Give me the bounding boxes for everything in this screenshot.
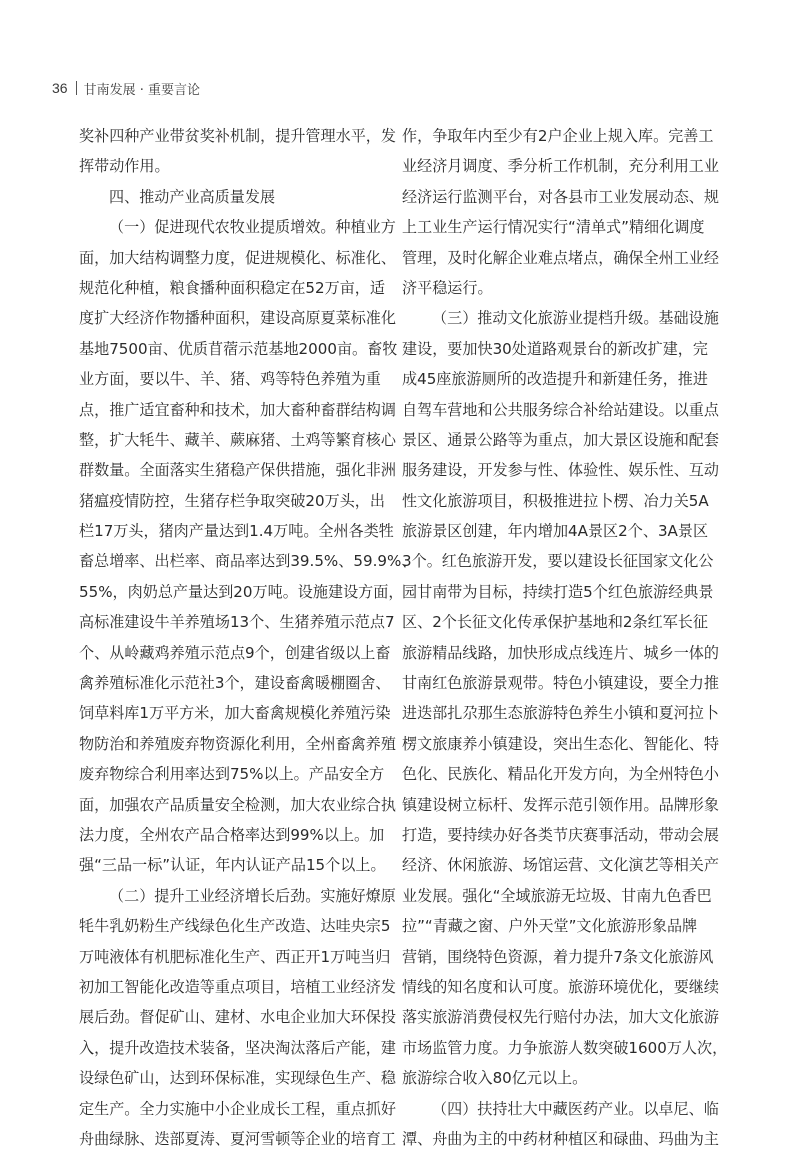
text-line: 性文化旅游项目，积极推进拉卜楞、冶力关5A	[402, 491, 709, 510]
text-line: 经济运行监测平台，对各县市工业发展动态、规	[402, 187, 719, 206]
text-line: 建设，要加快30处道路观景台的新改扩建，完	[402, 339, 708, 358]
text-line: （四）扶持壮大中藏医药产业。以卓尼、临	[432, 1099, 719, 1118]
text-line: 业发展。强化“全域旅游无垃圾、甘南九色香巴	[402, 886, 712, 905]
text-line: 园甘南带为目标，持续打造5个红色旅游经典景	[402, 582, 714, 601]
text-line: 面，加大结构调整力度，促进规模化、标准化、	[79, 248, 396, 267]
text-line: 业经济月调度、季分析工作机制，充分利用工业	[402, 157, 719, 176]
text-line: 潭、舟曲为主的中药材种植区和碌曲、玛曲为主	[402, 1129, 719, 1148]
header-divider	[76, 81, 77, 95]
text-line: 展后劲。督促矿山、建材、水电企业加大环保投	[79, 1008, 396, 1027]
text-line: 个、从岭藏鸡养殖示范点9个，创建省级以上畜	[79, 643, 391, 662]
text-line: 成45座旅游厕所的改造提升和新建任务，推进	[402, 370, 708, 389]
text-line: 禽养殖标准化示范社3个，建设畜禽暖棚圈舍、	[79, 674, 391, 693]
page-number: 36	[52, 80, 68, 96]
text-line: 进迭部扎尕那生态旅游特色养生小镇和夏河拉卜	[402, 704, 719, 723]
text-line: 经济、休闲旅游、场馆运营、文化演艺等相关产	[402, 856, 719, 875]
text-line: 作，争取年内至少有2户企业上规入库。完善工	[402, 127, 714, 145]
text-line: 整，扩大牦牛、藏羊、蕨麻猪、土鸡等繁育核心	[79, 430, 396, 449]
text-line: 旅游综合收入80亿元以上。	[402, 1069, 588, 1088]
text-line: 四、推动产业高质量发展	[109, 187, 276, 206]
text-line: 栏17万头，猪肉产量达到1.4万吨。全州各类牲	[79, 522, 394, 541]
text-line: 废弃物综合利用率达到75%以上。产品安全方	[79, 765, 385, 784]
text-line: 甘南红色旅游景观带。特色小镇建设，要全力推	[402, 674, 719, 693]
text-line: 入，提升改造技术装备，坚决淘汰落后产能，建	[79, 1038, 396, 1057]
text-line: 物防治和养殖废弃物资源化利用，全州畜禽养殖	[79, 734, 396, 753]
text-line: 管理，及时化解企业难点堵点，确保全州工业经	[402, 248, 719, 267]
text-line: 规范化种植，粮食播种面积稳定在52万亩，适	[79, 278, 385, 297]
running-header	[52, 78, 200, 98]
text-line: 奖补四种产业带贫奖补机制，提升管理水平，发	[79, 127, 396, 145]
running-title: 甘南发展 · 重要言论	[83, 82, 200, 98]
text-line: 自驾车营地和公共服务综合补给站建设。以重点	[402, 400, 719, 419]
text-line: 营销，围绕特色资源，着力提升7条文化旅游风	[402, 947, 714, 966]
text-line: 市场监管力度。力争旅游人数突破1600万人次，	[402, 1038, 728, 1057]
text-line: 初加工智能化改造等重点项目，培植工业经济发	[79, 977, 396, 996]
text-line: 业方面，要以牛、羊、猪、鸡等特色养殖为重	[79, 370, 381, 389]
text-line: 拉”“青藏之窗、户外天堂”文化旅游形象品牌	[402, 917, 698, 936]
text-line: 55%，肉奶总产量达到20万吨。设施建设方面，	[79, 582, 404, 601]
text-line: 群数量。全面落实生猪稳产保供措施，强化非洲	[79, 461, 396, 480]
text-line: 舟曲绿脉、迭部夏涛、夏河雪顿等企业的培育工	[79, 1129, 396, 1148]
text-line: 高标准建设牛羊养殖场13个、生猪养殖示范点7	[79, 613, 395, 632]
text-line: 旅游精品线路，加快形成点线连片、城乡一体的	[402, 643, 719, 662]
text-line: 法力度，全州农产品合格率达到99%以上。加	[79, 825, 385, 844]
text-line: 镇建设树立标杆、发挥示范引领作用。品牌形象	[402, 795, 719, 814]
text-line: 区、2个长征文化传承保护基地和2条红军长征	[402, 613, 708, 632]
text-line: （二）提升工业经济增长后劲。实施好燎原	[109, 886, 396, 905]
text-line: 色化、民族化、精品化开发方向，为全州特色小	[402, 765, 719, 784]
text-line: 旅游景区创建，年内增加4A景区2个、3A景区	[402, 522, 709, 541]
text-line: 楞文旅康养小镇建设，突出生态化、智能化、特	[402, 734, 719, 753]
text-line: 服务建设，开发参与性、体验性、娱乐性、互动	[402, 461, 719, 480]
text-line: 面，加强农产品质量安全检测，加大农业综合执	[79, 795, 396, 814]
text-line: 万吨液体有机肥标准化生产、西正开1万吨当归	[79, 947, 391, 966]
text-line: 设绿色矿山，达到环保标准，实现绿色生产、稳	[79, 1069, 396, 1088]
text-line: 上工业生产运行情况实行“清单式”精细化调度	[402, 218, 705, 237]
text-line: 挥带动作用。	[79, 157, 170, 176]
text-line: 景区、通景公路等为重点，加大景区设施和配套	[402, 430, 719, 449]
left-column	[79, 121, 417, 1154]
right-column	[402, 121, 728, 1154]
text-line: 落实旅游消费侵权先行赔付办法，加大文化旅游	[402, 1008, 719, 1027]
text-line: （三）推动文化旅游业提档升级。基础设施	[432, 309, 719, 328]
text-line: 基地7500亩、优质苜蓿示范基地2000亩。畜牧	[79, 339, 398, 358]
text-line: 饲草料库1万平方米，加大畜禽规模化养殖污染	[79, 704, 391, 723]
text-line: 猪瘟疫情防控，生猪存栏争取突破20万头，出	[79, 491, 385, 510]
text-line: 3个。红色旅游开发，要以建设长征国家文化公	[402, 552, 714, 571]
text-line: （一）促进现代农牧业提质增效。种植业方	[109, 218, 396, 237]
text-line: 畜总增率、出栏率、商品率达到39.5%、59.9%、	[79, 552, 417, 571]
text-line: 度扩大经济作物播种面积，建设高原夏菜标准化	[79, 309, 396, 328]
text-line: 济平稳运行。	[402, 278, 493, 297]
text-line: 情线的知名度和认可度。旅游环境优化，要继续	[402, 977, 719, 996]
text-line: 点，推广适宜畜种和技术，加大畜种畜群结构调	[79, 400, 396, 419]
text-line: 定生产。全力实施中小企业成长工程，重点抓好	[79, 1099, 396, 1118]
text-line: 强“三品一标”认证，年内认证产品15个以上。	[79, 856, 386, 875]
text-line: 牦牛乳奶粉生产线绿色化生产改造、达哇央宗5	[79, 917, 391, 936]
text-line: 打造，要持续办好各类节庆赛事活动，带动会展	[402, 825, 719, 844]
